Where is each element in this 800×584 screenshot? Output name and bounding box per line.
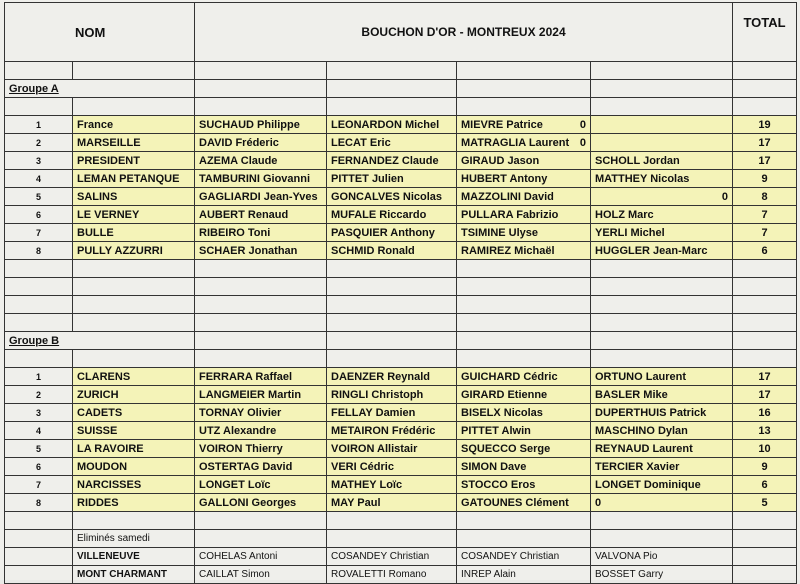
blank-cell [5,278,73,296]
rank-cell: 6 [5,206,73,224]
blank-row [5,314,797,332]
team-row [5,440,797,458]
blank-cell [327,80,457,98]
player-4: ORTUNO Laurent [591,368,733,386]
blank-cell [327,260,457,278]
team-name: CADETS [73,404,195,422]
blank-cell [591,98,733,116]
player-2: MAY Paul [327,494,457,512]
blank-cell [591,80,733,98]
blank-cell [327,98,457,116]
player-3: INREP Alain [457,566,591,584]
total-cell: 8 [733,188,797,206]
player-3: TSIMINE Ulyse [457,224,591,242]
blank-cell [733,530,797,548]
blank-cell [733,80,797,98]
blank-cell [327,314,457,332]
player-1: DAVID Fréderic [195,134,327,152]
player-1: TORNAY Olivier [195,404,327,422]
player-4: HUGGLER Jean-Marc [591,242,733,260]
player-1: GALLONI Georges [195,494,327,512]
rank-cell: 3 [5,152,73,170]
blank-cell [5,512,73,530]
player-1: GAGLIARDI Jean-Yves [195,188,327,206]
blank-row [5,350,797,368]
team-name: NARCISSES [73,476,195,494]
rank-cell: 8 [5,242,73,260]
team-name: MONT CHARMANT [73,566,195,584]
blank-cell [73,350,195,368]
points-value: 0 [721,190,729,203]
blank-cell [5,548,73,566]
player-3: GATOUNES Clément [457,494,591,512]
player-2: METAIRON Frédéric [327,422,457,440]
player-1: SUCHAUD Philippe [195,116,327,134]
player-2: SCHMID Ronald [327,242,457,260]
rank-cell: 4 [5,422,73,440]
results-table [4,2,797,584]
points-value: 0 [579,136,586,149]
team-name: SUISSE [73,422,195,440]
blank-cell [195,530,327,548]
blank-cell [73,278,195,296]
team-name: RIDDES [73,494,195,512]
player-2: MATHEY Loïc [327,476,457,494]
blank-cell [733,260,797,278]
blank-cell [591,350,733,368]
team-name: MOUDON [73,458,195,476]
player-2: FELLAY Damien [327,404,457,422]
blank-cell [591,62,733,80]
blank-cell [591,278,733,296]
blank-cell [457,512,591,530]
blank-row [5,278,797,296]
player-1: VOIRON Thierry [195,440,327,458]
rank-cell: 8 [5,494,73,512]
blank-cell [733,566,797,584]
rank-cell: 2 [5,386,73,404]
team-row [5,224,797,242]
blank-cell [5,296,73,314]
sheet-title: BOUCHON D'OR - MONTREUX 2024 [195,3,733,62]
blank-cell [195,350,327,368]
team-name: BULLE [73,224,195,242]
team-row [5,494,797,512]
blank-cell [591,314,733,332]
total-cell: 7 [733,206,797,224]
player-1: TAMBURINI Giovanni [195,170,327,188]
player-4: MASCHINO Dylan [591,422,733,440]
player-4 [591,188,733,206]
total-cell: 9 [733,170,797,188]
blank-cell [591,332,733,350]
player-4: DUPERTHUIS Patrick [591,404,733,422]
total-cell: 17 [733,386,797,404]
team-row [5,386,797,404]
blank-cell [195,80,327,98]
total-cell: 16 [733,404,797,422]
player-1: SCHAER Jonathan [195,242,327,260]
player-4: BOSSET Garry [591,566,733,584]
blank-cell [457,332,591,350]
blank-cell [457,62,591,80]
player-1: LANGMEIER Martin [195,386,327,404]
team-name: MARSEILLE [73,134,195,152]
blank-cell [457,98,591,116]
eliminated-row [5,566,797,584]
player-2: DAENZER Reynald [327,368,457,386]
nom-header: NOM [5,3,195,62]
player-4: YERLI Michel [591,224,733,242]
player-3: GUICHARD Cédric [457,368,591,386]
blank-cell [733,296,797,314]
team-name: PULLY AZZURRI [73,242,195,260]
blank-cell [195,62,327,80]
blank-cell [327,296,457,314]
blank-cell [195,512,327,530]
total-cell: 19 [733,116,797,134]
player-3 [457,134,591,152]
player-2: LECAT Eric [327,134,457,152]
blank-cell [195,98,327,116]
blank-cell [457,314,591,332]
blank-cell [733,512,797,530]
blank-row [5,98,797,116]
team-name: SALINS [73,188,195,206]
team-row [5,188,797,206]
team-row [5,206,797,224]
blank-row [5,512,797,530]
blank-cell [5,314,73,332]
player-2: LEONARDON Michel [327,116,457,134]
blank-row [5,260,797,278]
player-4: VALVONA Pio [591,548,733,566]
blank-cell [5,566,73,584]
blank-cell [195,296,327,314]
total-cell: 13 [733,422,797,440]
player-2: FERNANDEZ Claude [327,152,457,170]
total-cell: 5 [733,494,797,512]
blank-cell [195,278,327,296]
player-2: RINGLI Christoph [327,386,457,404]
blank-cell [457,80,591,98]
player-3: COSANDEY Christian [457,548,591,566]
groupe-a-label-row [5,80,797,98]
team-row [5,422,797,440]
player-3-name: MAZZOLINI David [461,190,554,203]
groupe-a-label: Groupe A [5,80,195,98]
player-1: UTZ Alexandre [195,422,327,440]
blank-cell [73,62,195,80]
blank-cell [5,530,73,548]
player-3: RAMIREZ Michaël [457,242,591,260]
blank-cell [73,296,195,314]
total-cell: 7 [733,224,797,242]
rank-cell: 7 [5,224,73,242]
rank-cell: 5 [5,440,73,458]
player-1: FERRARA Raffael [195,368,327,386]
player-4: MATTHEY Nicolas [591,170,733,188]
rank-cell: 1 [5,368,73,386]
team-row [5,368,797,386]
team-name: VILLENEUVE [73,548,195,566]
blank-cell [733,548,797,566]
player-2: ROVALETTI Romano [327,566,457,584]
blank-cell [591,260,733,278]
rank-cell: 4 [5,170,73,188]
rank-cell: 1 [5,116,73,134]
player-1: AUBERT Renaud [195,206,327,224]
blank-cell [733,314,797,332]
rank-cell: 2 [5,134,73,152]
player-1: OSTERTAG David [195,458,327,476]
blank-cell [457,296,591,314]
player-3: PITTET Alwin [457,422,591,440]
blank-cell [733,278,797,296]
player-3-name: MIEVRE Patrice [461,118,543,131]
player-4: REYNAUD Laurent [591,440,733,458]
team-row [5,152,797,170]
player-2: PASQUIER Anthony [327,224,457,242]
player-3 [457,116,591,134]
eliminated-label-row [5,530,797,548]
team-name: PRESIDENT [73,152,195,170]
header-row [5,3,797,62]
blank-cell [733,350,797,368]
player-3 [457,188,591,206]
player-4: LONGET Dominique [591,476,733,494]
player-3-name: MATRAGLIA Laurent [461,136,570,149]
player-2: COSANDEY Christian [327,548,457,566]
total-cell: 17 [733,134,797,152]
team-row [5,242,797,260]
blank-cell [73,98,195,116]
team-row [5,458,797,476]
player-3: GIRAUD Jason [457,152,591,170]
player-3: PULLARA Fabrizio [457,206,591,224]
player-1: LONGET Loïc [195,476,327,494]
blank-cell [5,260,73,278]
blank-cell [591,530,733,548]
blank-cell [73,260,195,278]
rank-cell: 3 [5,404,73,422]
player-1: AZEMA Claude [195,152,327,170]
team-row [5,404,797,422]
player-3: STOCCO Eros [457,476,591,494]
player-2: VERI Cédric [327,458,457,476]
blank-cell [327,62,457,80]
blank-cell [5,62,73,80]
total-cell: 10 [733,440,797,458]
team-name: LE VERNEY [73,206,195,224]
player-3: BISELX Nicolas [457,404,591,422]
player-2: MUFALE Riccardo [327,206,457,224]
team-name: LEMAN PETANQUE [73,170,195,188]
player-4: TERCIER Xavier [591,458,733,476]
player-3: SIMON Dave [457,458,591,476]
team-row [5,476,797,494]
player-4: 0 [591,494,733,512]
blank-cell [327,512,457,530]
team-name: France [73,116,195,134]
player-3: SQUECCO Serge [457,440,591,458]
team-row [5,116,797,134]
blank-row [5,296,797,314]
blank-cell [73,512,195,530]
player-4: BASLER Mike [591,386,733,404]
points-value: 0 [579,118,586,131]
blank-cell [457,260,591,278]
blank-cell [327,530,457,548]
team-row [5,134,797,152]
blank-cell [5,98,73,116]
blank-cell [733,98,797,116]
player-2: PITTET Julien [327,170,457,188]
player-3: GIRARD Etienne [457,386,591,404]
total-cell: 6 [733,242,797,260]
player-4 [591,116,733,134]
total-cell: 17 [733,152,797,170]
total-cell: 9 [733,458,797,476]
player-4 [591,134,733,152]
blank-cell [195,314,327,332]
blank-row [5,62,797,80]
blank-cell [457,350,591,368]
player-1: RIBEIRO Toni [195,224,327,242]
team-name: CLARENS [73,368,195,386]
player-4: HOLZ Marc [591,206,733,224]
team-name: ZURICH [73,386,195,404]
groupe-b-label: Groupe B [5,332,195,350]
blank-cell [457,530,591,548]
team-name: LA RAVOIRE [73,440,195,458]
blank-cell [73,314,195,332]
player-1: COHELAS Antoni [195,548,327,566]
player-1: CAILLAT Simon [195,566,327,584]
player-3: HUBERT Antony [457,170,591,188]
rank-cell: 5 [5,188,73,206]
total-cell: 17 [733,368,797,386]
blank-cell [457,278,591,296]
blank-cell [195,332,327,350]
blank-cell [327,332,457,350]
blank-cell [591,296,733,314]
eliminated-row [5,548,797,566]
rank-cell: 6 [5,458,73,476]
player-4: SCHOLL Jordan [591,152,733,170]
blank-cell [591,512,733,530]
rank-cell: 7 [5,476,73,494]
blank-cell [5,350,73,368]
total-header: TOTAL [733,3,797,62]
team-row [5,170,797,188]
total-cell: 6 [733,476,797,494]
blank-cell [327,278,457,296]
blank-cell [733,62,797,80]
groupe-b-label-row [5,332,797,350]
player-2: GONCALVES Nicolas [327,188,457,206]
eliminated-label: Eliminés samedi [73,530,195,548]
player-2: VOIRON Allistair [327,440,457,458]
blank-cell [327,350,457,368]
blank-cell [733,332,797,350]
blank-cell [195,260,327,278]
